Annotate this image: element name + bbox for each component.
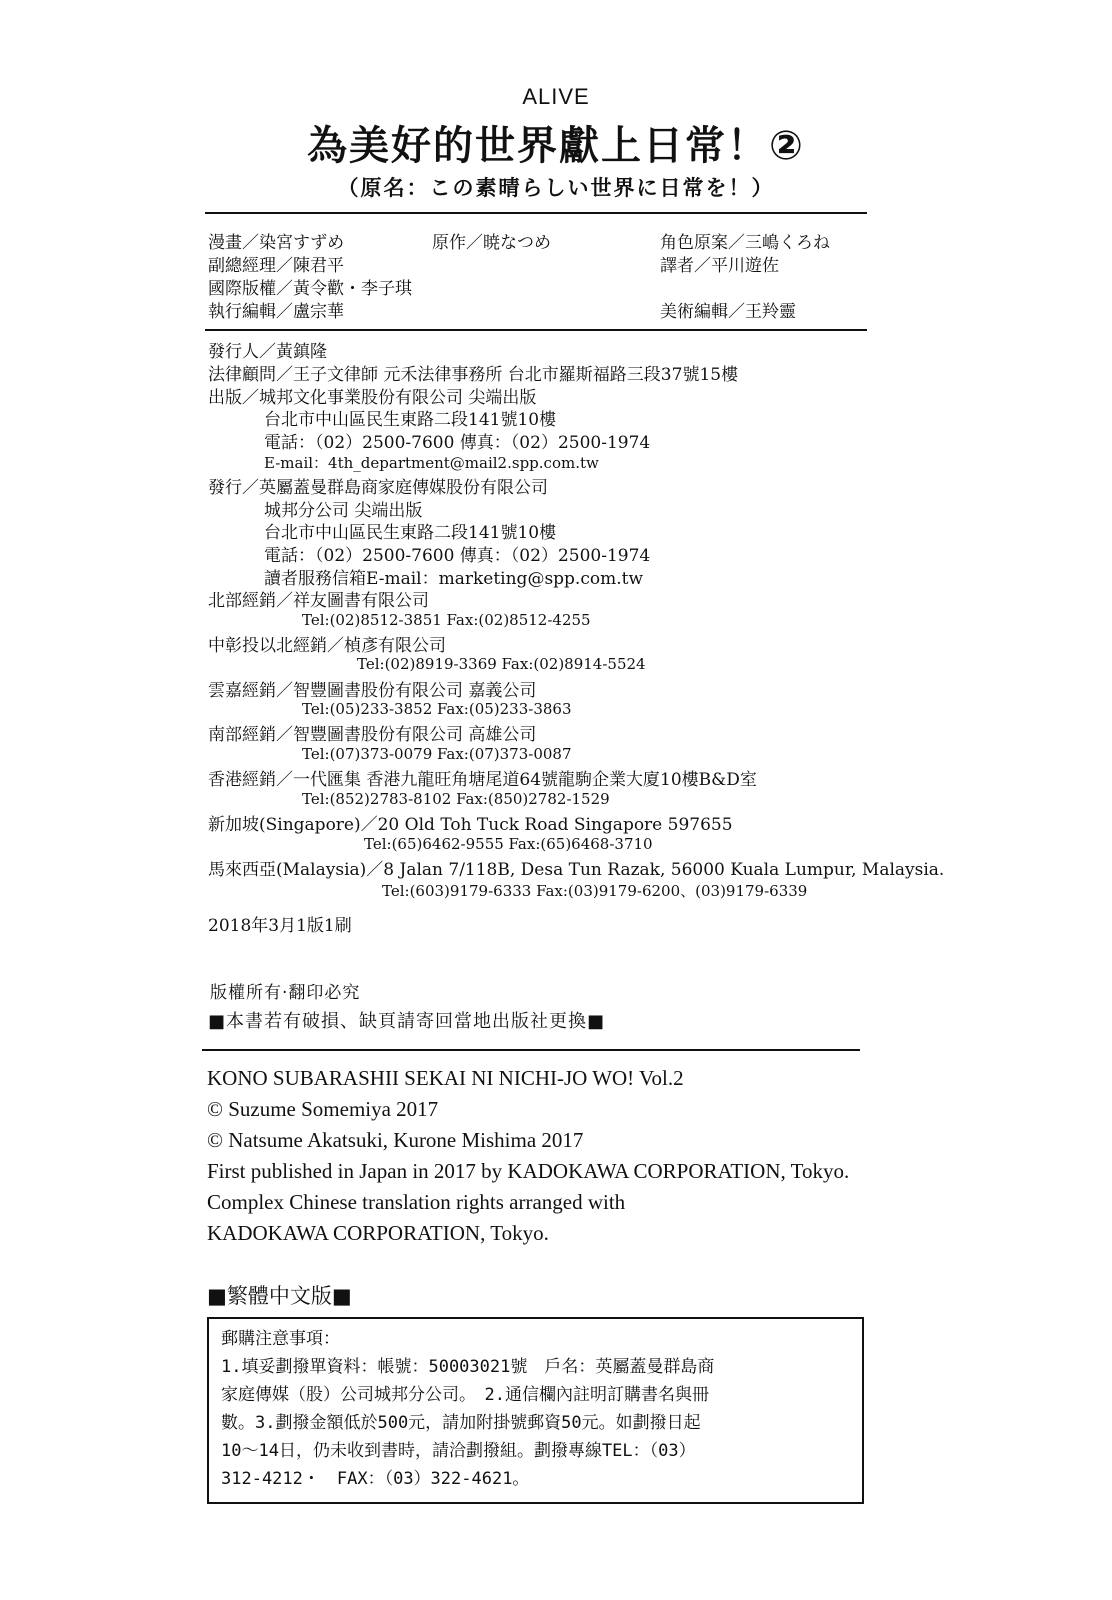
publishing-line: 2018年3月1版1刷	[208, 916, 352, 936]
original-title: （原名：この素晴らしい世界に日常を！）	[337, 176, 775, 200]
mail-order-line: 家庭傳媒（股）公司城邦分公司。 2.通信欄內註明訂購書名與冊	[221, 1385, 709, 1405]
credit-rights: 國際版權／黃令歡・李子琪	[208, 279, 412, 299]
publishing-line: Tel:(852)2783-8102 Fax:(850)2782-1529	[302, 790, 610, 808]
edition-label: ■繁體中文版■	[207, 1284, 352, 1308]
publishing-line: E-mail：4th_department@mail2.spp.com.tw	[264, 454, 599, 472]
publishing-line: 發行人／黃鎮隆	[208, 342, 327, 362]
divider	[202, 1049, 860, 1051]
publishing-line: Tel:(02)8919-3369 Fax:(02)8914-5524	[357, 655, 646, 673]
credit-character: 角色原案／三嶋くろね	[660, 233, 830, 253]
mail-order-box	[207, 1317, 864, 1504]
publishing-line: 發行／英屬蓋曼群島商家庭傳媒股份有限公司	[208, 478, 548, 498]
publishing-line: 北部經銷／祥友圖書有限公司	[208, 591, 429, 611]
credit-translator: 譯者／平川遊佐	[660, 256, 779, 276]
publishing-line: Tel:(07)373-0079 Fax:(07)373-0087	[302, 745, 572, 763]
publishing-line: 台北市中山區民生東路二段141號10樓	[264, 523, 557, 543]
english-line: KONO SUBARASHII SEKAI NI NICHI-JO WO! Vol.2	[207, 1066, 684, 1090]
english-line: Complex Chinese translation rights arranged with	[207, 1190, 626, 1214]
publishing-line: 城邦分公司 尖端出版	[264, 501, 423, 521]
english-line: First published in Japan in 2017 by KADOKAWA CORPORATION, Tokyo.	[207, 1159, 850, 1183]
publishing-line: Tel:(65)6462-9555 Fax:(65)6468-3710	[364, 835, 653, 853]
mail-order-line: 數。3.劃撥金額低於500元，請加附掛號郵資50元。如劃撥日起	[221, 1413, 701, 1433]
book-title: 為美好的世界獻上日常！②	[307, 123, 805, 169]
mail-order-line: 312-4212・ FAX：（03）322-4621。	[221, 1469, 530, 1489]
credit-art-editor: 美術編輯／王羚靈	[660, 302, 796, 322]
mail-order-line: 10～14日，仍未收到書時，請洽劃撥組。劃撥專線TEL：（03）	[221, 1441, 696, 1461]
copyright-notice: 版權所有·翻印必究	[210, 983, 361, 1003]
publishing-line: Tel:(603)9179-6333 Fax:(03)9179-6200、(03)9179-6339	[382, 882, 808, 900]
publishing-line: 南部經銷／智豐圖書股份有限公司 高雄公司	[208, 725, 537, 745]
credit-exec-editor: 執行編輯／盧宗華	[208, 302, 344, 322]
publishing-line: 出版／城邦文化事業股份有限公司 尖端出版	[208, 388, 537, 408]
publishing-line: 電話：（02）2500-7600 傳真：（02）2500-1974	[264, 433, 651, 453]
mail-order-line: 1.填妥劃撥單資料：帳號：50003021號 戶名：英屬蓋曼群島商	[221, 1357, 715, 1377]
english-line: KADOKAWA CORPORATION, Tokyo.	[207, 1221, 549, 1245]
credit-deputy-gm: 副總經理／陳君平	[208, 256, 344, 276]
publishing-line: 電話：（02）2500-7600 傳真：（02）2500-1974	[264, 546, 651, 566]
publishing-line: Tel:(05)233-3852 Fax:(05)233-3863	[302, 700, 572, 718]
credit-manga: 漫畫／染宮すずめ	[208, 233, 345, 253]
series-label: ALIVE	[522, 84, 590, 109]
publishing-line: 法律顧問／王子文律師 元禾法律事務所 台北市羅斯福路三段37號15樓	[208, 365, 739, 385]
divider	[205, 212, 867, 214]
publishing-line: 中彰投以北經銷／楨彥有限公司	[208, 636, 446, 656]
credit-original: 原作／暁なつめ	[432, 233, 551, 253]
divider	[205, 329, 867, 331]
publishing-line: 馬來西亞(Malaysia)／8 Jalan 7/118B, Desa Tun Razak, 56000 Kuala Lumpur, Malaysia.	[208, 860, 945, 880]
mail-order-title: 郵購注意事項：	[221, 1329, 340, 1349]
english-line: © Suzume Somemiya 2017	[207, 1097, 439, 1121]
publishing-line: 台北市中山區民生東路二段141號10樓	[264, 410, 557, 430]
publishing-line: Tel:(02)8512-3851 Fax:(02)8512-4255	[302, 611, 591, 629]
english-line: © Natsume Akatsuki, Kurone Mishima 2017	[207, 1128, 584, 1152]
damage-notice: ■本書若有破損、缺頁請寄回當地出版社更換■	[208, 1011, 606, 1032]
publishing-line: 香港經銷／一代匯集 香港九龍旺角塘尾道64號龍駒企業大廈10樓B&D室	[208, 770, 757, 790]
publishing-line: 讀者服務信箱E-mail：marketing@spp.com.tw	[264, 569, 643, 589]
publishing-line: 新加坡(Singapore)／20 Old Toh Tuck Road Singapore 597655	[208, 815, 733, 835]
publishing-line: 雲嘉經銷／智豐圖書股份有限公司 嘉義公司	[208, 681, 537, 701]
